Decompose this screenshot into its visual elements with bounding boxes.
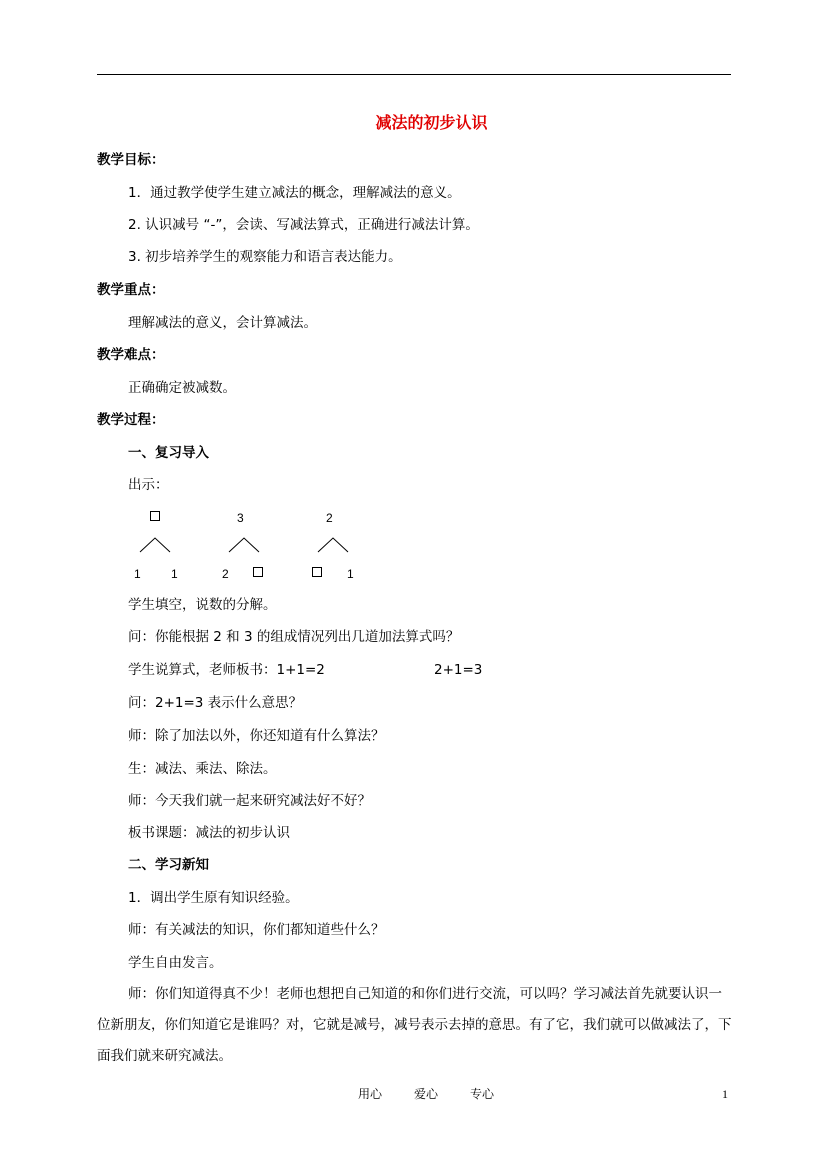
paragraph-minus-sign: 师：你们知道得真不少！老师也想把自己知道的和你们进行交流，可以吗？学习减法首先就要认识一位新朋友，你们知道它是谁吗？对，它就是减号，减号表示去掉的意思。有了它，我们就可以做减法了，下面我们就来研究减法。 [97, 986, 732, 1064]
branch-line [229, 538, 259, 552]
diagram-left-number: 1 [134, 567, 141, 581]
diagram-right-number: 1 [347, 567, 354, 581]
footer-motto-2: 爱心 [414, 1087, 439, 1101]
line-teacher-other: 师：除了加法以外，你还知道有什么算法？ [128, 728, 385, 744]
branch-line [318, 538, 348, 552]
goal-item-3: 3. 初步培养学生的观察能力和语言表达能力。 [128, 249, 402, 265]
goals-heading: 教学目标： [97, 152, 165, 168]
line-teacher-today: 师：今天我们就一起来研究减法好不好？ [128, 793, 371, 809]
line-teacher-know: 师：有关减法的知识，你们都知道些什么？ [128, 922, 385, 938]
line-student-answer: 生：减法、乘法、除法。 [128, 761, 277, 777]
line-recall: 1．调出学生原有知识经验。 [128, 890, 299, 906]
page-title: 减法的初步认识 [375, 113, 488, 132]
difficulty-text: 正确确定被减数。 [128, 380, 236, 396]
diagram-top-number: 2 [326, 511, 333, 525]
diagram-right-number: 1 [171, 567, 178, 581]
line-question-meaning: 问：2+1=3 表示什么意思？ [128, 695, 303, 711]
key-heading: 教学重点： [97, 282, 165, 298]
diagram-top-number: 3 [237, 511, 244, 525]
page-number: 1 [722, 1087, 728, 1101]
line-student-speak: 学生自由发言。 [128, 955, 223, 971]
footer-motto-3: 专心 [470, 1087, 495, 1101]
difficulty-heading: 教学难点： [97, 347, 165, 363]
show-label: 出示： [128, 477, 169, 493]
footer-motto-1: 用心 [358, 1087, 383, 1101]
process-heading: 教学过程： [97, 412, 165, 428]
diagram-left-number: 2 [222, 567, 229, 581]
goal-item-2: 2. 认识减号 “-”，会读、写减法算式，正确进行减法计算。 [128, 217, 479, 233]
key-text: 理解减法的意义，会计算减法。 [128, 315, 317, 331]
part2-heading: 二、学习新知 [128, 857, 209, 873]
branch-line [140, 538, 170, 552]
line-board-equation: 学生说算式，老师板书：1+1=2 [128, 662, 325, 678]
goal-item-1: 1．通过教学使学生建立减法的概念，理解减法的意义。 [128, 185, 461, 201]
line-question-addition: 问：你能根据 2 和 3 的组成情况列出几道加法算式吗？ [128, 629, 460, 645]
part1-heading: 一、复习导入 [128, 445, 209, 461]
line-board-topic: 板书课题：减法的初步认识 [128, 825, 290, 841]
board-equation-2: 2+1=3 [434, 662, 483, 678]
line-fill-blank: 学生填空，说数的分解。 [128, 597, 277, 613]
